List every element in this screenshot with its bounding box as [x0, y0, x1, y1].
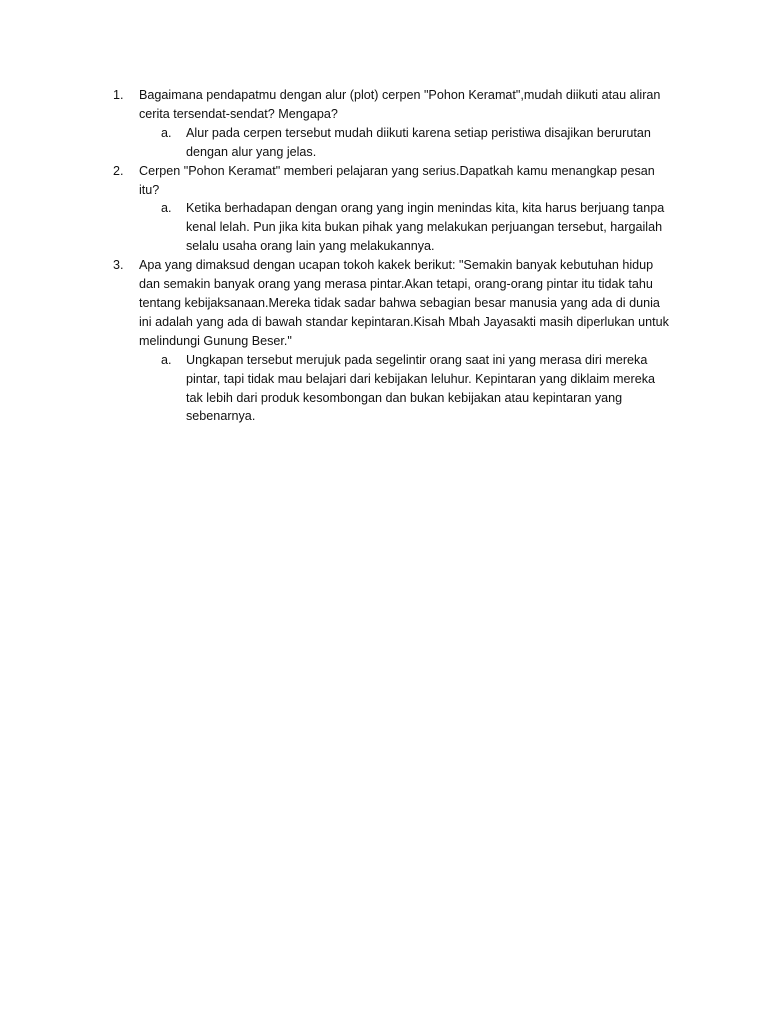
- question-text: Apa yang dimaksud dengan ucapan tokoh kakek berikut: "Semakin banyak kebutuhan hidup dan semakin banyak orang yang merasa pintar.Akan tetapi, orang-orang pintar itu tidak tahu tentang kebijaksanaan.Mereka tidak sadar bahwa sebagian besar manusia yang ada di dunia ini adalah yang ada di bawah standar kepintaran.Kisah Mbah Jayasakti masih diperlukan untuk melindungi Gunung Beser.": [139, 258, 669, 348]
- answer-3: [161, 351, 673, 427]
- answer-text: Ketika berhadapan dengan orang yang ingin menindas kita, kita harus berjuang tanpa kenal lelah. Pun jika kita bukan pihak yang melakukan perjuangan tersebut, hargailah selalu usaha orang lain yang melakukannya.: [186, 201, 665, 254]
- question-item-3: [113, 256, 673, 426]
- question-text: Bagaimana pendapatmu dengan alur (plot) cerpen "Pohon Keramat",mudah diikuti atau aliran cerita tersendat-sendat? Mengapa?: [139, 88, 661, 121]
- answer-2: [161, 199, 673, 256]
- answer-text: Alur pada cerpen tersebut mudah diikuti karena setiap peristiwa disajikan berurutan dengan alur yang jelas.: [186, 125, 651, 159]
- question-text: Cerpen "Pohon Keramat" memberi pelajaran yang serius.Dapatkah kamu menangkap pesan itu?: [139, 163, 655, 197]
- answer-letter: a.: [161, 125, 172, 140]
- question-3: [113, 256, 673, 351]
- question-number: 3.: [113, 258, 124, 273]
- answer-letter: a.: [161, 201, 172, 216]
- answer-letter: a.: [161, 352, 172, 367]
- question-list: [113, 86, 673, 426]
- question-number: 2.: [113, 163, 124, 178]
- question-item-2: [113, 162, 673, 257]
- answer-1: [161, 124, 673, 162]
- question-item-1: [113, 86, 673, 162]
- question-1: [113, 86, 673, 124]
- answer-text: Ungkapan tersebut merujuk pada segelintir orang saat ini yang merasa diri mereka pintar, tapi tidak mau belajari dari kebijakan leluhur. Kepintaran yang diklaim mereka tak lebih dari produk kesombongan dan bukan kebijakan atau kepintaran yang sebenarnya.: [186, 352, 656, 424]
- question-2: [113, 162, 673, 200]
- question-number: 1.: [113, 88, 124, 102]
